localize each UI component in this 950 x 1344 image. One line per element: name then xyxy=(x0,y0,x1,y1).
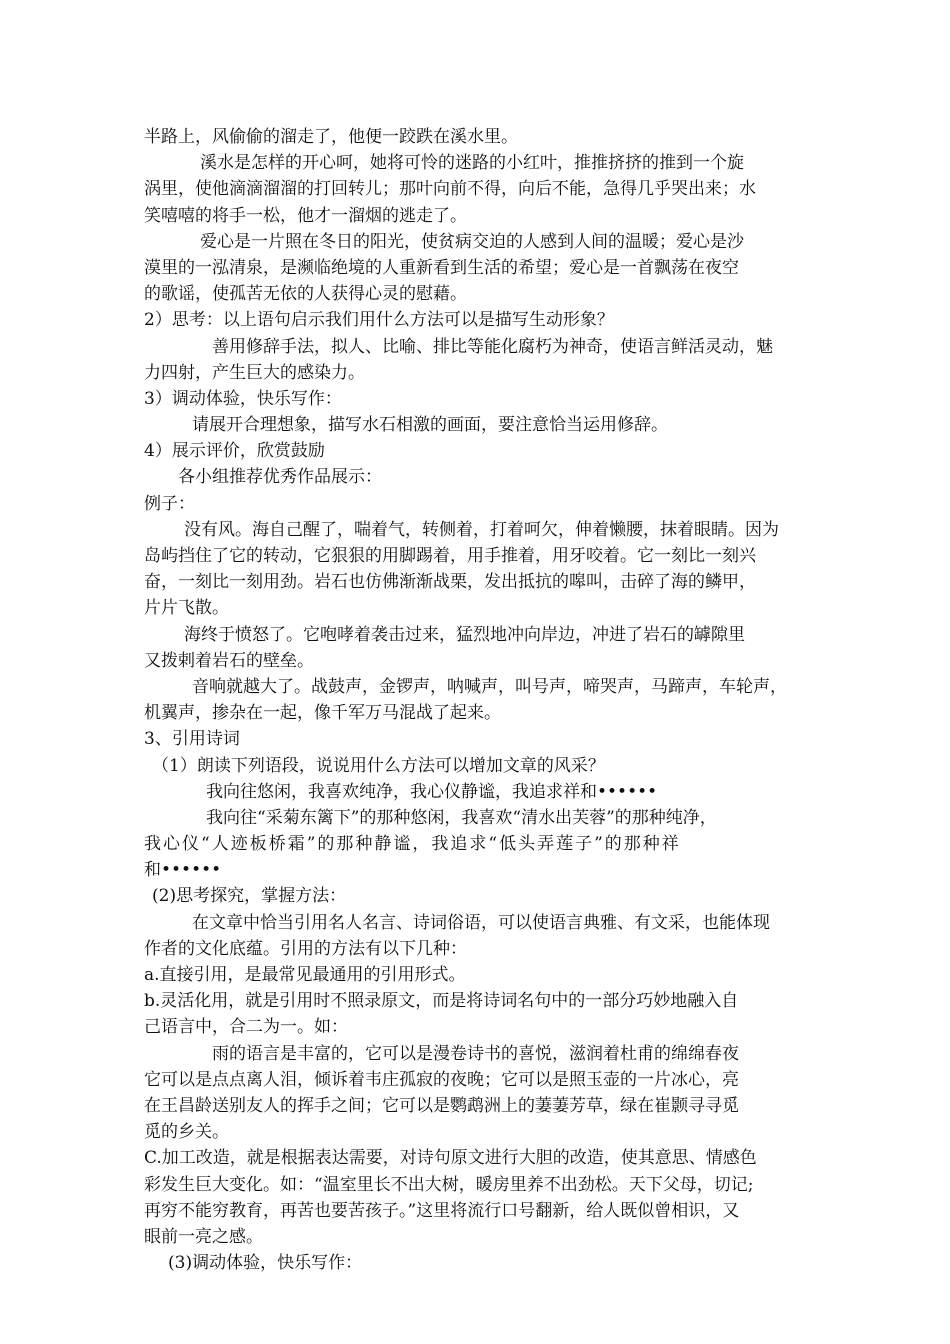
text-line: (3)调动体验，快乐写作： xyxy=(168,1253,363,1274)
text-line: 片片飞散。 xyxy=(144,598,229,619)
text-line: b.灵活化用，就是引用时不照录原文，而是将诗词名句中的一部分巧妙地融入自 xyxy=(144,991,739,1012)
text-line: 和•••••• xyxy=(144,860,222,881)
text-line: 3、引用诗词 xyxy=(144,729,240,750)
text-line: 海终于愤怒了。它咆哮着袭击过来，猛烈地冲向岸边，冲进了岩石的罅隙里 xyxy=(184,624,745,645)
text-line: （1）朗读下列语段，说说用什么方法可以增加文章的风采？ xyxy=(152,755,605,776)
text-line: 又拨剌着岩石的壁垒。 xyxy=(144,650,314,671)
text-line: 我向往“采菊东篱下”的那种悠闲，我喜欢“清水出芙蓉”的那种纯净， xyxy=(206,807,717,828)
text-line: 半路上，风偷偷的溜走了，他便一跤跌在溪水里。 xyxy=(144,127,518,147)
text-line: 漠里的一泓清泉，是濒临绝境的人重新看到生活的希望；爱心是一首飘荡在夜空 xyxy=(144,257,739,278)
text-line: 机翼声，掺杂在一起，像千军万马混战了起来。 xyxy=(144,703,501,724)
text-line: 例子： xyxy=(144,493,195,514)
text-line: 再穷不能穷教育，再苦也要苦孩子。”这里将流行口号翻新，给人既似曾相识，又 xyxy=(144,1200,740,1221)
text-line: 各小组推荐优秀作品展示： xyxy=(178,467,382,488)
text-line: 3）调动体验，快乐写作： xyxy=(144,388,342,409)
text-line: 作者的文化底蕴。引用的方法有以下几种： xyxy=(144,938,467,959)
text-line: a.直接引用，是最常见最通用的引用形式。 xyxy=(144,965,466,985)
text-line: 彩发生巨大变化。如：“温室里长不出大树，暖房里养不出劲松。天下父母，切记; xyxy=(144,1174,754,1195)
text-line: 在王昌龄送别友人的挥手之间；它可以是鹦鹉洲上的萋萋芳草，绿在崔颢寻寻觅 xyxy=(144,1095,739,1116)
text-line: 在文章中恰当引用名人名言、诗词俗语，可以使语言典雅、有文采，也能体现 xyxy=(192,912,770,933)
document-body xyxy=(144,124,812,1276)
text-line: 善用修辞手法，拟人、比喻、排比等能化腐朽为神奇，使语言鲜活灵动，魅 xyxy=(212,336,773,357)
text-line: 2）思考：以上语句启示我们用什么方法可以是描写生动形象？ xyxy=(144,310,614,331)
text-line: 我向往悠闲，我喜欢纯净，我心仪静谧，我追求祥和•••••• xyxy=(206,781,658,802)
text-line: (2)思考探究，掌握方法： xyxy=(152,886,347,907)
document-page xyxy=(144,124,812,1276)
text-line: 笑嘻嘻的将手一松，他才一溜烟的逃走了。 xyxy=(144,205,467,226)
text-line: 音响就越大了。战鼓声，金锣声，呐喊声，叫号声，啼哭声，马蹄声，车轮声， xyxy=(192,676,787,697)
text-line: 我心仪“人迹板桥霜”的那种静谧，我追求“低头弄莲子”的那种祥 xyxy=(144,834,681,855)
text-line: 眼前一亮之感。 xyxy=(144,1226,263,1247)
text-line: 溪水是怎样的开心呵，她将可怜的迷路的小红叶，推推挤挤的推到一个旋 xyxy=(200,153,744,174)
text-line: 请展开合理想象，描写水石相激的画面，要注意恰当运用修辞。 xyxy=(192,415,668,436)
text-line: 它可以是点点离人泪，倾诉着韦庄孤寂的夜晚；它可以是照玉壶的一片冰心，亮 xyxy=(144,1069,739,1090)
text-line: 涡里，使他滴滴溜溜的打回转儿；那叶向前不得，向后不能，急得几乎哭出来；水 xyxy=(144,179,756,200)
text-line: 的歌谣，使孤苦无依的人获得心灵的慰藉。 xyxy=(144,284,467,305)
text-line: 己语言中，合二为一。如： xyxy=(144,1017,348,1038)
text-line: C.加工改造，就是根据表达需要，对诗句原文进行大胆的改造，使其意思、情感色 xyxy=(144,1148,757,1169)
text-line: 没有风。海自己醒了，喘着气，转侧着，打着呵欠，伸着懒腰，抹着眼睛。因为 xyxy=(184,519,779,540)
text-line: 奋，一刻比一刻用劲。岩石也仿佛渐渐战栗，发出抵抗的嗥叫，击碎了海的鳞甲， xyxy=(144,572,756,593)
text-line: 爱心是一片照在冬日的阳光，使贫病交迫的人感到人间的温暖；爱心是沙 xyxy=(200,231,744,252)
text-line: 4）展示评价，欣赏鼓励 xyxy=(144,441,325,462)
text-line: 力四射，产生巨大的感染力。 xyxy=(144,362,365,383)
text-line: 觅的乡关。 xyxy=(144,1122,229,1143)
text-line: 雨的语言是丰富的，它可以是漫卷诗书的喜悦，滋润着杜甫的绵绵春夜 xyxy=(212,1043,739,1064)
text-line: 岛屿挡住了它的转动，它狠狠的用脚踢着，用手推着，用牙咬着。它一刻比一刻兴 xyxy=(144,546,756,566)
